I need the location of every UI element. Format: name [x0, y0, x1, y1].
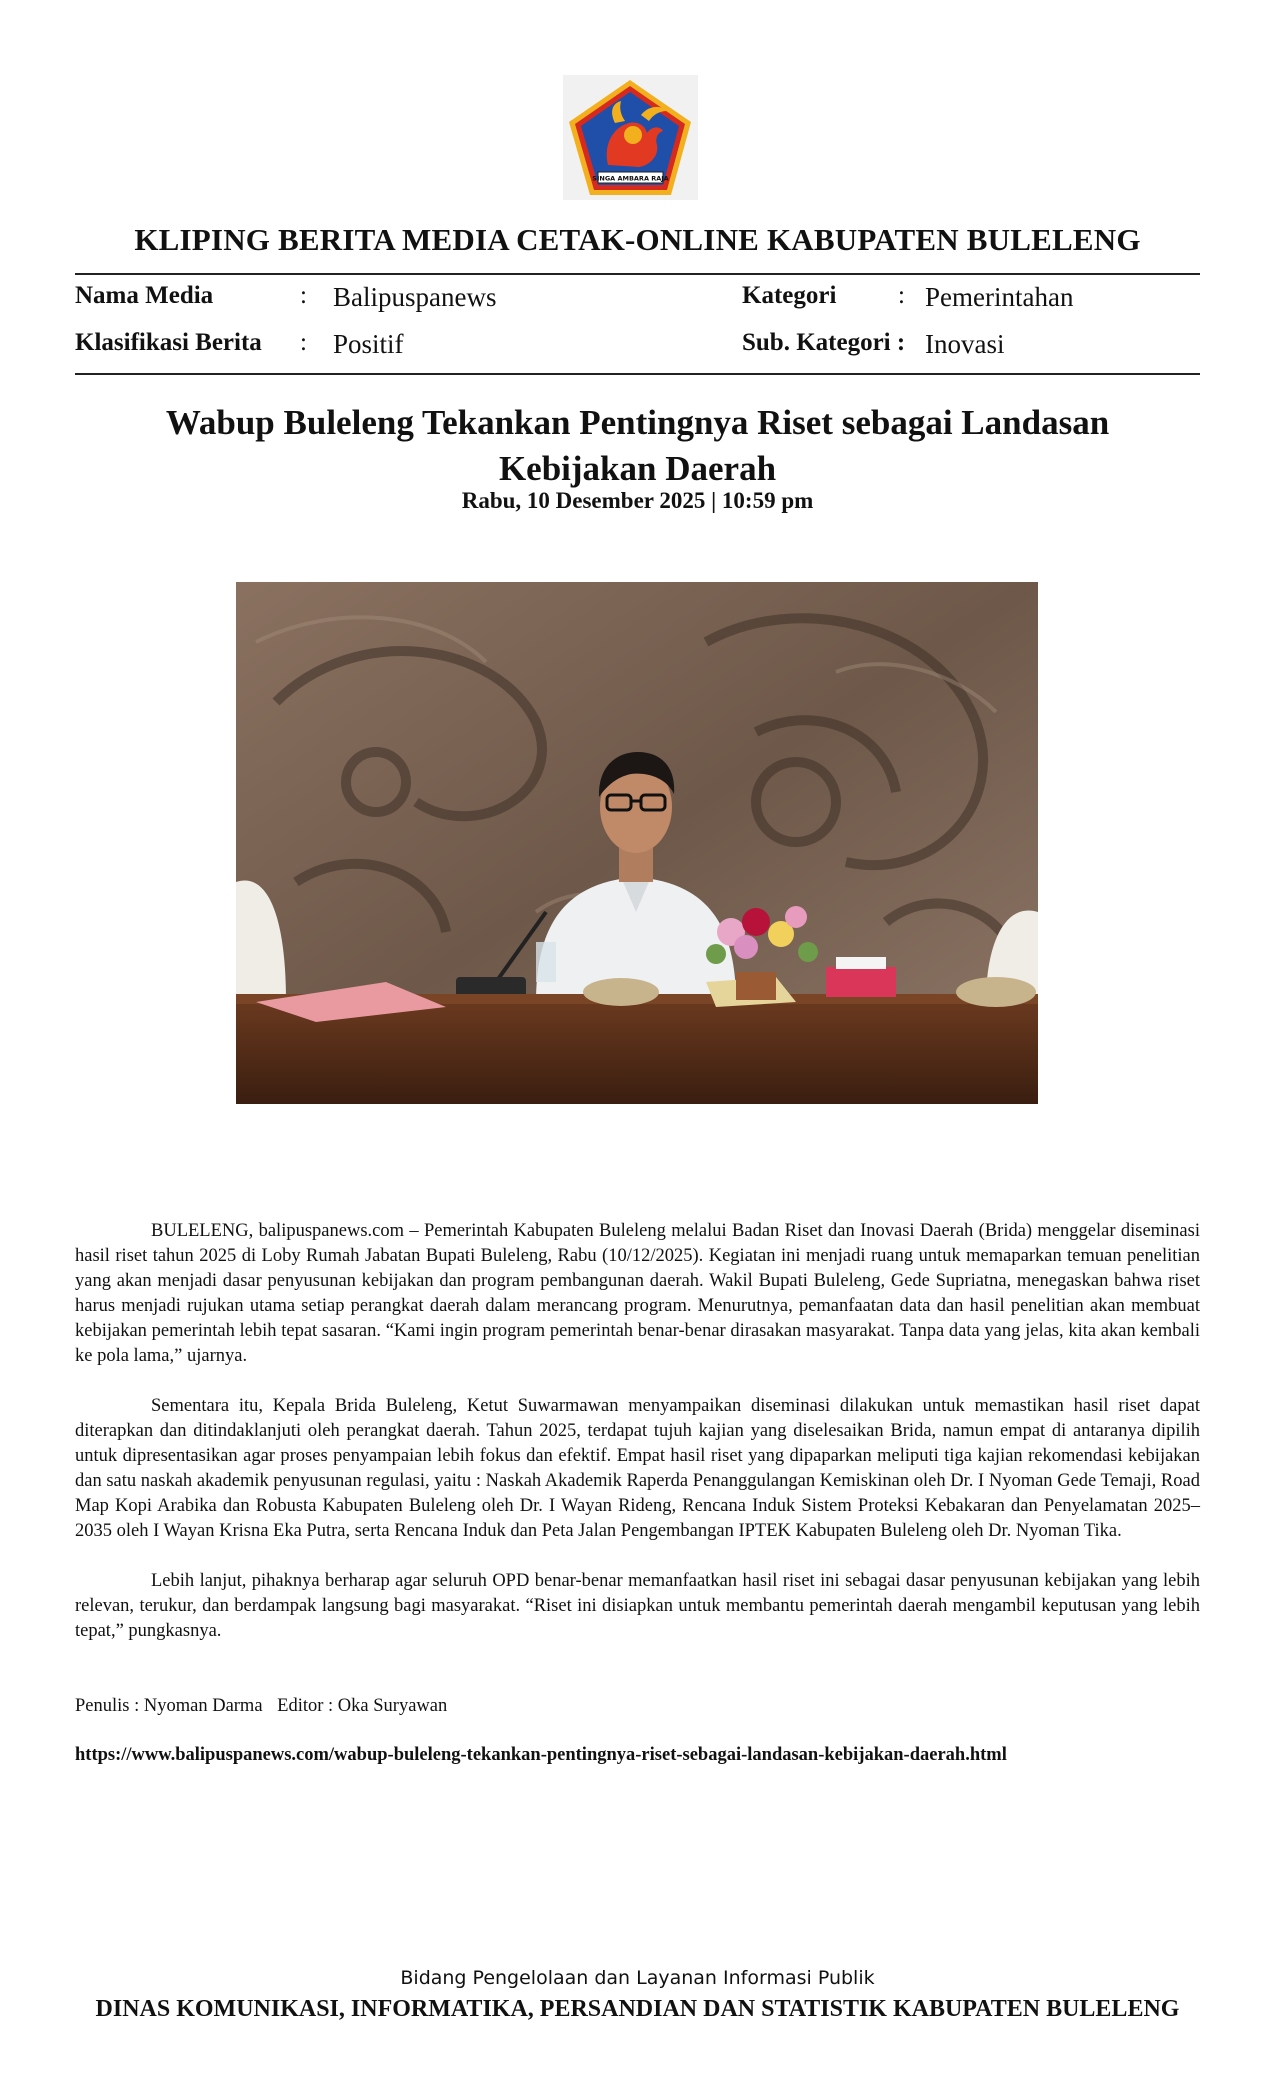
- document-title: KLIPING BERITA MEDIA CETAK-ONLINE KABUPATEN BULELENG: [134, 222, 1141, 257]
- klasifikasi-label: Klasifikasi Berita: [75, 329, 262, 356]
- kategori-value: Pemerintahan: [925, 282, 1074, 312]
- paragraph-1: BULELENG, balipuspanews.com – Pemerintah Kabupaten Buleleng melalui Badan Riset dan Inovasi Daerah (Brida) menggelar diseminasi hasil riset tahun 2025 di Loby Rumah Jabatan Bupati Buleleng, Rabu (10/12/2025). Kegiatan ini menjadi ruang untuk memaparkan temuan penelitian yang akan menjadi dasar penyusunan kebijakan dan program pembangunan daerah. Wakil Bupati Buleleng, Gede Supriatna, menegaskan bahwa riset harus menjadi rujukan utama setiap perangkat daerah dalam merancang program. Menurutnya, pemanfaatan data dan hasil penelitian akan membuat kebijakan pemerintah lebih tepat sasaran. “Kami ingin program pemerintah benar-benar dirasakan masyarakat. Tanpa data yang jelas, kita akan kembali ke pola lama,” ujarnya.: [75, 1221, 1200, 1366]
- article-headline: [120, 400, 1155, 492]
- nama-media-label: Nama Media: [75, 282, 214, 309]
- nama-media-value: Balipuspanews: [333, 282, 497, 312]
- article-credits: [75, 1696, 457, 1717]
- paragraph-2: Sementara itu, Kepala Brida Buleleng, Ketut Suwarmawan menyampaikan diseminasi dilakukan untuk memastikan hasil riset dapat diterapkan dan ditindaklanjuti oleh perangkat daerah. Tahun 2025, terdapat tujuh kajian yang diselesaikan Brida, namun empat di antaranya dipilih untuk dipresentasikan agar proses penyampaian lebih fokus dan efektif. Empat hasil riset yang dipaparkan meliputi tiga kajian rekomendasi kebijakan dan satu naskah akademik penyusunan regulasi, yaitu : Naskah Akademik Raperda Penanggulangan Kemiskinan oleh Dr. I Nyoman Gede Temaji, Road Map Kopi Arabika dan Robusta Kabupaten Buleleng oleh Dr. I Wayan Rideng, Rencana Induk Sistem Proteksi Kebakaran dan Penyelamatan 2025–2035 oleh I Wayan Krisna Eka Putra, serta Rencana Induk dan Peta Jalan Pengembangan IPTEK Kabupaten Buleleng oleh Dr. Nyoman Tika.: [75, 1396, 1200, 1541]
- sub-kategori-value: Inovasi: [925, 329, 1005, 359]
- logo-motto: SINGA AMBARA RAJA: [592, 174, 669, 183]
- headline-line-1: Wabup Buleleng Tekankan Pentingnya Riset sebagai Landasan: [165, 403, 1110, 442]
- headline-line-2: Kebijakan Daerah: [498, 449, 777, 488]
- buleleng-emblem-logo: [563, 75, 698, 200]
- klasifikasi-value: Positif: [333, 329, 404, 359]
- kategori-colon: :: [898, 282, 905, 309]
- klasifikasi-colon: :: [300, 329, 307, 356]
- meta-divider: [75, 373, 1200, 375]
- article-date: Rabu, 10 Desember 2025 | 10:59 pm: [461, 488, 814, 513]
- footer-agency: DINAS KOMUNIKASI, INFORMATIKA, PERSANDIAN DAN STATISTIK KABUPATEN BULELENG: [95, 1996, 1180, 2022]
- sub-kategori-label: Sub. Kategori :: [742, 329, 906, 356]
- top-divider: [75, 273, 1200, 275]
- source-url-link[interactable]: https://www.balipuspanews.com/wabup-buleleng-tekankan-pentingnya-riset-sebagai-landasan-kebijakan-daerah.html: [75, 1745, 1007, 1765]
- article-body: [75, 1219, 1200, 1669]
- article-photo: [236, 582, 1038, 1104]
- kategori-label: Kategori: [742, 282, 837, 309]
- paragraph-3: Lebih lanjut, pihaknya berharap agar seluruh OPD benar-benar memanfaatkan hasil riset ini sebagai dasar penyusunan kebijakan yang lebih relevan, terukur, dan berdampak langsung bagi masyarakat. “Riset ini disiapkan untuk membantu pemerintah daerah mengambil keputusan yang lebih tepat,” pungkasnya.: [75, 1571, 1200, 1641]
- nama-media-colon: :: [300, 282, 307, 309]
- writer-credit: Penulis : Nyoman Darma: [75, 1696, 263, 1716]
- editor-credit: Editor : Oka Suryawan: [277, 1696, 448, 1716]
- footer-subtitle: Bidang Pengelolaan dan Layanan Informasi Publik: [400, 1967, 875, 1989]
